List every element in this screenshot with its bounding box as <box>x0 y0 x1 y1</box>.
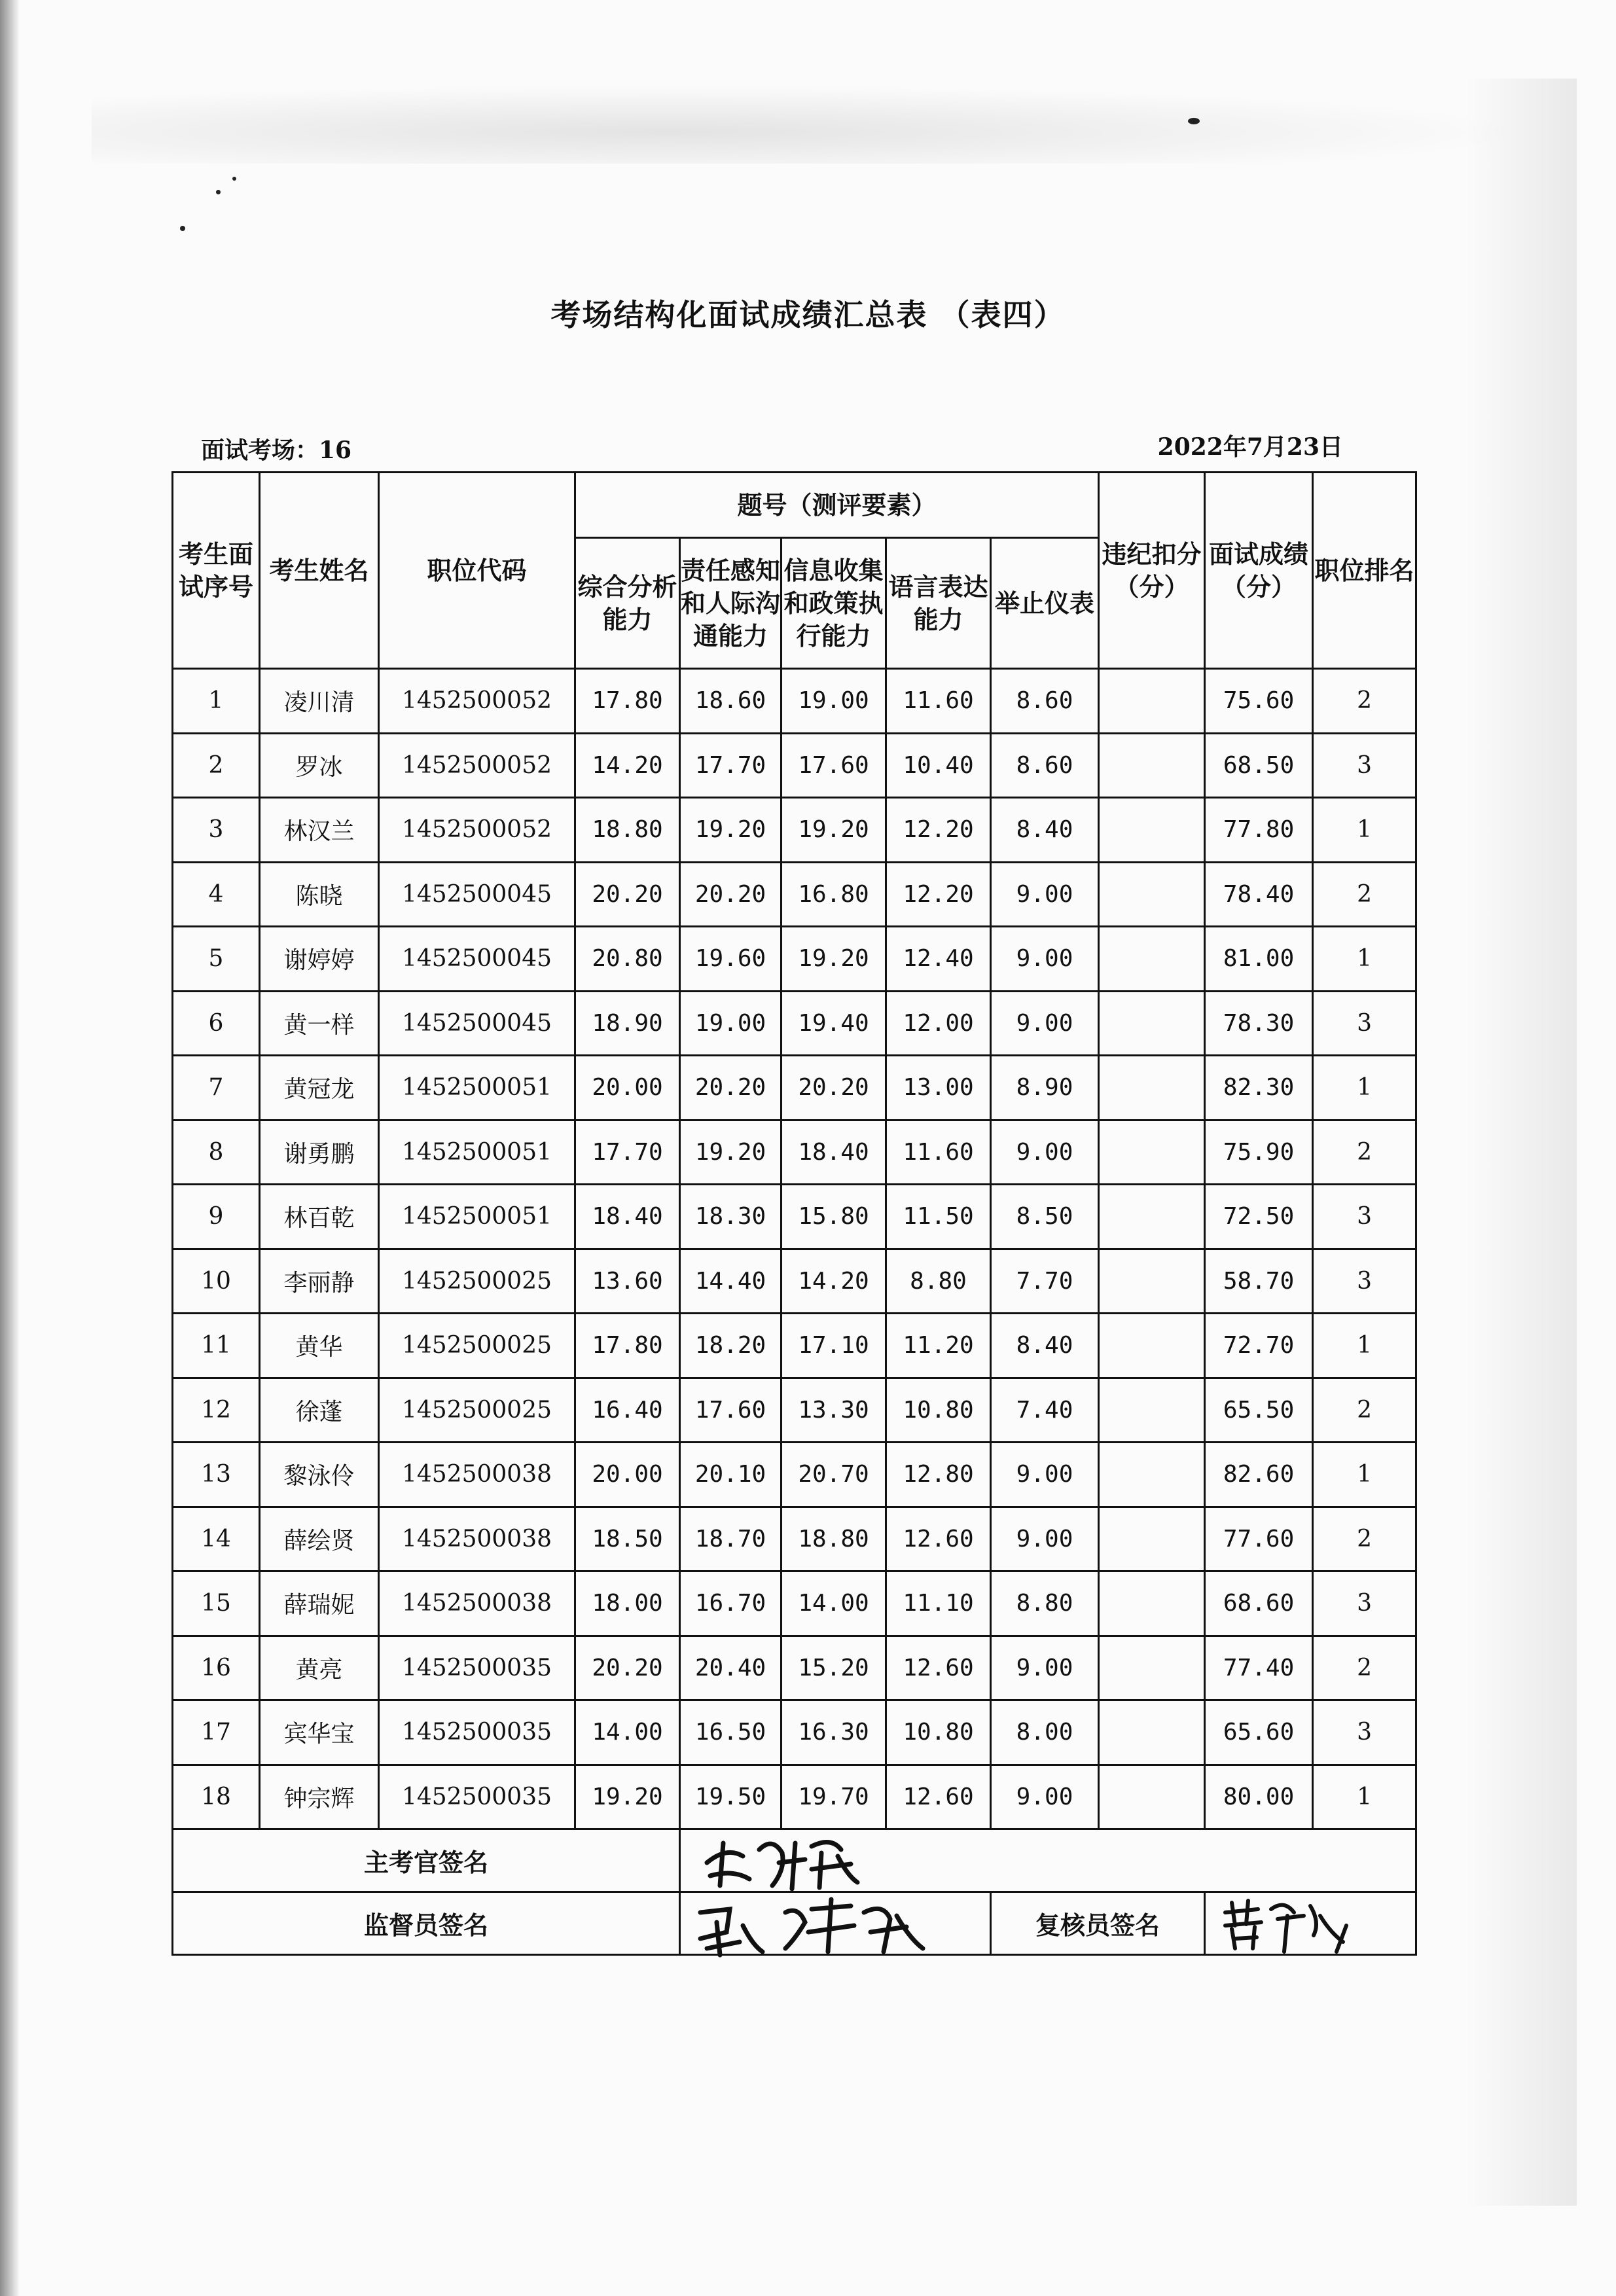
cell-q5: 9.00 <box>991 1507 1099 1571</box>
cell-deduction <box>1099 669 1205 734</box>
cell-position-code: 1452500038 <box>379 1507 575 1571</box>
cell-rank: 3 <box>1313 1571 1416 1636</box>
cell-q3: 19.20 <box>781 798 886 863</box>
cell-total: 77.60 <box>1205 1507 1313 1571</box>
cell-q4: 11.20 <box>886 1314 991 1378</box>
cell-q2: 20.20 <box>680 1056 781 1121</box>
cell-q1: 17.70 <box>575 1120 680 1185</box>
cell-q3: 14.00 <box>781 1571 886 1636</box>
table-row <box>173 1249 1416 1314</box>
table-row <box>173 1443 1416 1507</box>
cell-rank: 2 <box>1313 1507 1416 1571</box>
cell-q4: 11.10 <box>886 1571 991 1636</box>
cell-q2: 18.30 <box>680 1185 781 1249</box>
header-q2: 责任感知和人际沟通能力 <box>680 538 781 669</box>
table-row <box>173 991 1416 1056</box>
cell-total: 65.50 <box>1205 1378 1313 1443</box>
cell-position-code: 1452500045 <box>379 927 575 992</box>
cell-q4: 11.60 <box>886 1120 991 1185</box>
cell-q3: 16.80 <box>781 862 886 927</box>
cell-total: 75.60 <box>1205 669 1313 734</box>
cell-q1: 18.50 <box>575 1507 680 1571</box>
cell-name: 徐蓬 <box>260 1378 379 1443</box>
table-row <box>173 1700 1416 1765</box>
table-row <box>173 927 1416 992</box>
table-row <box>173 1185 1416 1249</box>
cell-q3: 16.30 <box>781 1700 886 1765</box>
scan-speck <box>232 177 236 181</box>
header-q3: 信息收集和政策执行能力 <box>781 538 886 669</box>
cell-q1: 18.90 <box>575 991 680 1056</box>
score-summary-table <box>171 471 1417 1956</box>
table-row <box>173 1120 1416 1185</box>
cell-total: 81.00 <box>1205 927 1313 992</box>
cell-rank: 2 <box>1313 669 1416 734</box>
scan-speck <box>1188 118 1200 124</box>
cell-q2: 17.60 <box>680 1378 781 1443</box>
cell-seq: 1 <box>173 669 260 734</box>
cell-q1: 20.00 <box>575 1056 680 1121</box>
cell-q1: 17.80 <box>575 1314 680 1378</box>
cell-total: 82.30 <box>1205 1056 1313 1121</box>
cell-q5: 9.00 <box>991 927 1099 992</box>
cell-deduction <box>1099 1056 1205 1121</box>
cell-rank: 3 <box>1313 991 1416 1056</box>
cell-rank: 1 <box>1313 1056 1416 1121</box>
cell-q1: 19.20 <box>575 1765 680 1829</box>
cell-q2: 18.20 <box>680 1314 781 1378</box>
cell-position-code: 1452500051 <box>379 1185 575 1249</box>
table-row <box>173 1765 1416 1829</box>
cell-name: 黄亮 <box>260 1636 379 1700</box>
cell-name: 宾华宝 <box>260 1700 379 1765</box>
cell-total: 78.30 <box>1205 991 1313 1056</box>
header-deduction: 违纪扣分（分） <box>1099 473 1205 669</box>
header-q4: 语言表达能力 <box>886 538 991 669</box>
table-row <box>173 1378 1416 1443</box>
cell-q3: 19.40 <box>781 991 886 1056</box>
cell-q2: 19.60 <box>680 927 781 992</box>
cell-q3: 19.00 <box>781 669 886 734</box>
cell-q4: 12.20 <box>886 862 991 927</box>
cell-seq: 18 <box>173 1765 260 1829</box>
cell-seq: 8 <box>173 1120 260 1185</box>
cell-position-code: 1452500052 <box>379 798 575 863</box>
cell-q3: 19.70 <box>781 1765 886 1829</box>
cell-deduction <box>1099 733 1205 798</box>
cell-q1: 13.60 <box>575 1249 680 1314</box>
cell-deduction <box>1099 1443 1205 1507</box>
cell-q2: 17.70 <box>680 733 781 798</box>
cell-seq: 12 <box>173 1378 260 1443</box>
cell-q4: 12.20 <box>886 798 991 863</box>
cell-q2: 19.20 <box>680 798 781 863</box>
cell-q5: 7.40 <box>991 1378 1099 1443</box>
cell-position-code: 1452500038 <box>379 1443 575 1507</box>
cell-rank: 1 <box>1313 1765 1416 1829</box>
cell-q5: 9.00 <box>991 1636 1099 1700</box>
cell-q5: 8.00 <box>991 1700 1099 1765</box>
cell-q3: 15.20 <box>781 1636 886 1700</box>
cell-rank: 2 <box>1313 1636 1416 1700</box>
cell-seq: 5 <box>173 927 260 992</box>
cell-q1: 16.40 <box>575 1378 680 1443</box>
cell-q2: 19.00 <box>680 991 781 1056</box>
cell-name: 钟宗辉 <box>260 1765 379 1829</box>
cell-total: 82.60 <box>1205 1443 1313 1507</box>
header-q1: 综合分析能力 <box>575 538 680 669</box>
cell-seq: 2 <box>173 733 260 798</box>
cell-position-code: 1452500052 <box>379 669 575 734</box>
cell-name: 黄冠龙 <box>260 1056 379 1121</box>
cell-seq: 13 <box>173 1443 260 1507</box>
cell-name: 罗冰 <box>260 733 379 798</box>
cell-q4: 12.60 <box>886 1636 991 1700</box>
table-row <box>173 1571 1416 1636</box>
supervisor-label: 监督员签名 <box>173 1892 680 1955</box>
cell-q3: 15.80 <box>781 1185 886 1249</box>
cell-q5: 9.00 <box>991 1765 1099 1829</box>
cell-rank: 2 <box>1313 862 1416 927</box>
cell-q1: 18.80 <box>575 798 680 863</box>
cell-position-code: 1452500035 <box>379 1636 575 1700</box>
cell-q1: 18.00 <box>575 1571 680 1636</box>
score-rows <box>173 669 1416 1829</box>
cell-position-code: 1452500035 <box>379 1765 575 1829</box>
header-total: 面试成绩（分） <box>1205 473 1313 669</box>
table-row <box>173 1507 1416 1571</box>
cell-position-code: 1452500025 <box>379 1378 575 1443</box>
reviewer-signature <box>1205 1892 1416 1955</box>
cell-deduction <box>1099 1571 1205 1636</box>
header-q5: 举止仪表 <box>991 538 1099 669</box>
cell-deduction <box>1099 991 1205 1056</box>
cell-deduction <box>1099 1378 1205 1443</box>
header-position-code: 职位代码 <box>379 473 575 669</box>
cell-total: 58.70 <box>1205 1249 1313 1314</box>
cell-name: 陈晓 <box>260 862 379 927</box>
cell-q4: 11.60 <box>886 669 991 734</box>
cell-position-code: 1452500025 <box>379 1249 575 1314</box>
cell-deduction <box>1099 1636 1205 1700</box>
cell-q2: 20.40 <box>680 1636 781 1700</box>
cell-q4: 8.80 <box>886 1249 991 1314</box>
cell-name: 谢婷婷 <box>260 927 379 992</box>
cell-q2: 20.20 <box>680 862 781 927</box>
cell-seq: 14 <box>173 1507 260 1571</box>
cell-q4: 13.00 <box>886 1056 991 1121</box>
cell-q1: 20.20 <box>575 1636 680 1700</box>
cell-name: 黄一样 <box>260 991 379 1056</box>
cell-q5: 7.70 <box>991 1249 1099 1314</box>
cell-q3: 14.20 <box>781 1249 886 1314</box>
cell-rank: 1 <box>1313 927 1416 992</box>
chief-signature-image <box>681 1823 929 1895</box>
cell-q1: 18.40 <box>575 1185 680 1249</box>
cell-name: 李丽静 <box>260 1249 379 1314</box>
cell-rank: 2 <box>1313 1120 1416 1185</box>
cell-q2: 20.10 <box>680 1443 781 1507</box>
cell-rank: 1 <box>1313 798 1416 863</box>
header-rank: 职位排名 <box>1313 473 1416 669</box>
cell-q5: 8.40 <box>991 1314 1099 1378</box>
cell-q3: 19.20 <box>781 927 886 992</box>
cell-q5: 8.80 <box>991 1571 1099 1636</box>
cell-deduction <box>1099 1507 1205 1571</box>
cell-total: 72.50 <box>1205 1185 1313 1249</box>
supervisor-signature <box>680 1892 991 1955</box>
scan-shade-right <box>1465 79 1577 2206</box>
cell-deduction <box>1099 862 1205 927</box>
cell-name: 薛绘贤 <box>260 1507 379 1571</box>
document-date: 2022年7月23日 <box>1157 433 1343 461</box>
cell-total: 78.40 <box>1205 862 1313 927</box>
cell-deduction <box>1099 1314 1205 1378</box>
cell-q2: 16.50 <box>680 1700 781 1765</box>
header-question-group: 题号（测评要素） <box>575 473 1099 538</box>
cell-total: 68.50 <box>1205 733 1313 798</box>
cell-q3: 20.20 <box>781 1056 886 1121</box>
cell-seq: 6 <box>173 991 260 1056</box>
document-title: 考场结构化面试成绩汇总表 （表四） <box>550 297 1066 332</box>
cell-seq: 17 <box>173 1700 260 1765</box>
table-row <box>173 798 1416 863</box>
table-row <box>173 862 1416 927</box>
cell-q1: 20.20 <box>575 862 680 927</box>
header-name: 考生姓名 <box>260 473 379 669</box>
cell-rank: 2 <box>1313 1378 1416 1443</box>
cell-q4: 12.80 <box>886 1443 991 1507</box>
cell-seq: 16 <box>173 1636 260 1700</box>
cell-q3: 20.70 <box>781 1443 886 1507</box>
cell-deduction <box>1099 1120 1205 1185</box>
cell-rank: 3 <box>1313 1700 1416 1765</box>
cell-rank: 3 <box>1313 733 1416 798</box>
table-row <box>173 669 1416 734</box>
cell-q2: 19.50 <box>680 1765 781 1829</box>
cell-q1: 20.00 <box>575 1443 680 1507</box>
cell-deduction <box>1099 927 1205 992</box>
cell-name: 薛瑞妮 <box>260 1571 379 1636</box>
cell-position-code: 1452500025 <box>379 1314 575 1378</box>
cell-q2: 19.20 <box>680 1120 781 1185</box>
cell-q5: 8.50 <box>991 1185 1099 1249</box>
cell-seq: 3 <box>173 798 260 863</box>
cell-position-code: 1452500045 <box>379 991 575 1056</box>
cell-position-code: 1452500051 <box>379 1120 575 1185</box>
cell-seq: 7 <box>173 1056 260 1121</box>
cell-seq: 11 <box>173 1314 260 1378</box>
cell-q5: 8.60 <box>991 733 1099 798</box>
cell-q3: 17.60 <box>781 733 886 798</box>
chief-examiner-label: 主考官签名 <box>173 1829 680 1892</box>
cell-name: 林百乾 <box>260 1185 379 1249</box>
cell-rank: 1 <box>1313 1314 1416 1378</box>
cell-q3: 13.30 <box>781 1378 886 1443</box>
cell-deduction <box>1099 1249 1205 1314</box>
scan-speck <box>180 226 185 231</box>
table-row <box>173 1636 1416 1700</box>
cell-deduction <box>1099 1765 1205 1829</box>
cell-q5: 9.00 <box>991 1443 1099 1507</box>
cell-q4: 10.80 <box>886 1700 991 1765</box>
cell-q3: 18.80 <box>781 1507 886 1571</box>
cell-q2: 18.70 <box>680 1507 781 1571</box>
exam-room-label: 面试考场：16 <box>201 437 352 464</box>
cell-total: 75.90 <box>1205 1120 1313 1185</box>
cell-q5: 8.90 <box>991 1056 1099 1121</box>
cell-name: 凌川清 <box>260 669 379 734</box>
cell-seq: 15 <box>173 1571 260 1636</box>
cell-total: 65.60 <box>1205 1700 1313 1765</box>
cell-rank: 3 <box>1313 1185 1416 1249</box>
cell-q1: 17.80 <box>575 669 680 734</box>
header-seq: 考生面试序号 <box>173 473 260 669</box>
cell-seq: 10 <box>173 1249 260 1314</box>
cell-q2: 16.70 <box>680 1571 781 1636</box>
cell-q5: 9.00 <box>991 862 1099 927</box>
cell-total: 68.60 <box>1205 1571 1313 1636</box>
cell-position-code: 1452500051 <box>379 1056 575 1121</box>
cell-rank: 1 <box>1313 1443 1416 1507</box>
scan-speck <box>216 190 221 194</box>
cell-q1: 20.80 <box>575 927 680 992</box>
reviewer-label: 复核员签名 <box>991 1892 1205 1955</box>
cell-position-code: 1452500045 <box>379 862 575 927</box>
cell-total: 80.00 <box>1205 1765 1313 1829</box>
cell-name: 黄华 <box>260 1314 379 1378</box>
cell-q4: 12.60 <box>886 1765 991 1829</box>
cell-deduction <box>1099 798 1205 863</box>
cell-name: 黎泳伶 <box>260 1443 379 1507</box>
cell-rank: 3 <box>1313 1249 1416 1314</box>
cell-position-code: 1452500052 <box>379 733 575 798</box>
cell-q4: 10.80 <box>886 1378 991 1443</box>
cell-q5: 8.60 <box>991 669 1099 734</box>
cell-q4: 11.50 <box>886 1185 991 1249</box>
cell-name: 林汉兰 <box>260 798 379 863</box>
table-row <box>173 1056 1416 1121</box>
cell-total: 77.40 <box>1205 1636 1313 1700</box>
cell-q1: 14.00 <box>575 1700 680 1765</box>
cell-q4: 12.00 <box>886 991 991 1056</box>
cell-q5: 8.40 <box>991 798 1099 863</box>
scan-edge-shadow <box>0 0 20 2296</box>
cell-position-code: 1452500035 <box>379 1700 575 1765</box>
cell-total: 77.80 <box>1205 798 1313 863</box>
supervisor-signature-image <box>681 1886 956 1958</box>
chief-examiner-signature <box>680 1829 1416 1892</box>
cell-q4: 12.60 <box>886 1507 991 1571</box>
cell-seq: 4 <box>173 862 260 927</box>
table-row <box>173 1314 1416 1378</box>
cell-q2: 14.40 <box>680 1249 781 1314</box>
cell-q5: 9.00 <box>991 1120 1099 1185</box>
cell-q1: 14.20 <box>575 733 680 798</box>
cell-q3: 18.40 <box>781 1120 886 1185</box>
scan-smudge-top <box>92 85 1532 164</box>
table-row <box>173 733 1416 798</box>
cell-name: 谢勇鹏 <box>260 1120 379 1185</box>
cell-q3: 17.10 <box>781 1314 886 1378</box>
reviewer-signature-image <box>1206 1886 1402 1958</box>
cell-q4: 10.40 <box>886 733 991 798</box>
cell-q2: 18.60 <box>680 669 781 734</box>
cell-total: 72.70 <box>1205 1314 1313 1378</box>
cell-position-code: 1452500038 <box>379 1571 575 1636</box>
cell-deduction <box>1099 1185 1205 1249</box>
cell-q5: 9.00 <box>991 991 1099 1056</box>
cell-q4: 12.40 <box>886 927 991 992</box>
cell-deduction <box>1099 1700 1205 1765</box>
cell-seq: 9 <box>173 1185 260 1249</box>
